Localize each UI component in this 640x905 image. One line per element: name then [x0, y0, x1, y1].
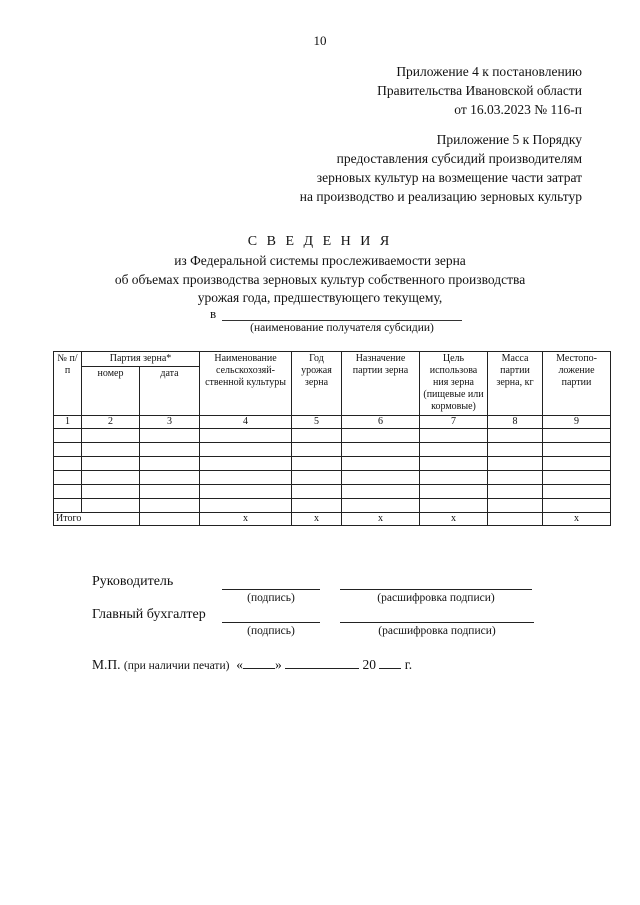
appendix-header [377, 62, 582, 119]
table-cell[interactable] [342, 485, 420, 499]
head-decode-field[interactable] [340, 589, 532, 590]
recipient-caption: (наименование получателя субсидии) [250, 322, 434, 334]
table-cell[interactable] [54, 429, 82, 443]
head-signature-field[interactable] [222, 589, 320, 590]
table-cell[interactable] [200, 429, 292, 443]
table-cell[interactable] [488, 499, 543, 513]
day-field[interactable] [243, 656, 275, 669]
total-cell: x [420, 513, 488, 526]
table-cell[interactable] [543, 485, 611, 499]
recipient-name-field[interactable] [222, 320, 462, 321]
table-cell[interactable] [543, 457, 611, 471]
table-cell[interactable] [54, 499, 82, 513]
table-cell[interactable] [342, 457, 420, 471]
table-cell[interactable] [543, 429, 611, 443]
header-cell-crop: Наименование сельскохозяй-ственной культуры [200, 352, 292, 416]
appendix-line: Приложение 4 к постановлению [396, 64, 582, 79]
table-cell[interactable] [292, 485, 342, 499]
table-cell[interactable] [342, 443, 420, 457]
appendix-line: Правительства Ивановской области [377, 83, 582, 98]
table-row [54, 429, 611, 443]
table-cell[interactable] [54, 443, 82, 457]
table-cell[interactable] [200, 457, 292, 471]
table-cell[interactable] [488, 429, 543, 443]
stamp-note: (при наличии печати) [123, 660, 230, 672]
table-cell[interactable] [200, 443, 292, 457]
accountant-label: Главный бухгалтер [92, 607, 206, 622]
header-cell-location: Местопо-ложение партии [543, 352, 611, 416]
total-cell: x [342, 513, 420, 526]
column-number: 9 [543, 416, 611, 429]
table-cell[interactable] [342, 471, 420, 485]
table-cell[interactable] [140, 443, 200, 457]
table-cell[interactable] [488, 471, 543, 485]
table-cell[interactable] [420, 429, 488, 443]
table-cell[interactable] [82, 443, 140, 457]
column-number: 8 [488, 416, 543, 429]
document-title: С В Е Д Е Н И Я [247, 234, 393, 249]
table-cell[interactable] [292, 457, 342, 471]
head-label: Руководитель [92, 574, 174, 589]
procedure-line: зерновых культур на возмещение части затрат [316, 170, 582, 185]
table-cell[interactable] [140, 457, 200, 471]
header-cell-purpose: Назначение партии зерна [342, 352, 420, 416]
table-cell[interactable] [140, 499, 200, 513]
header-cell-mass: Масса партии зерна, кг [488, 352, 543, 416]
grain-data-table [53, 351, 611, 526]
header-cell-batch: Партия зерна* [82, 352, 200, 367]
header-cell-batch-date: дата [140, 367, 200, 416]
table-cell[interactable] [543, 443, 611, 457]
column-number: 1 [54, 416, 82, 429]
total-label: Итого [54, 513, 140, 526]
table-cell[interactable] [342, 499, 420, 513]
table-row [54, 499, 611, 513]
table-row [54, 443, 611, 457]
head-sign-caption: (подпись) [247, 592, 295, 604]
accountant-decode-field[interactable] [340, 622, 534, 623]
table-cell[interactable] [420, 485, 488, 499]
table-cell[interactable] [488, 457, 543, 471]
table-cell[interactable] [82, 429, 140, 443]
column-number: 3 [140, 416, 200, 429]
table-cell[interactable] [82, 471, 140, 485]
table-cell[interactable] [420, 499, 488, 513]
total-row [54, 513, 611, 526]
table-cell[interactable] [200, 499, 292, 513]
table-header-row [54, 352, 611, 367]
table-cell[interactable] [54, 485, 82, 499]
table-cell[interactable] [140, 471, 200, 485]
table-cell[interactable] [140, 429, 200, 443]
column-number: 5 [292, 416, 342, 429]
year-field[interactable] [379, 656, 401, 669]
table-cell[interactable] [82, 499, 140, 513]
page-number: 10 [313, 33, 327, 48]
column-number: 6 [342, 416, 420, 429]
column-number-row [54, 416, 611, 429]
table-cell[interactable] [292, 499, 342, 513]
table-cell[interactable] [200, 485, 292, 499]
close-quote: » [274, 657, 282, 672]
table-cell[interactable] [488, 443, 543, 457]
table-cell[interactable] [54, 471, 82, 485]
table-cell[interactable] [292, 443, 342, 457]
header-cell-number: № п/п [54, 352, 82, 416]
accountant-signature-field[interactable] [222, 622, 320, 623]
table-cell[interactable] [200, 471, 292, 485]
column-number: 7 [420, 416, 488, 429]
procedure-line: Приложение 5 к Порядку [436, 132, 582, 147]
table-cell[interactable] [420, 457, 488, 471]
accountant-decode-caption: (расшифровка подписи) [378, 625, 496, 637]
total-cell [140, 513, 200, 526]
procedure-line: предоставления субсидий производителям [336, 151, 582, 166]
mp-label: М.П. [92, 657, 121, 672]
stamp-date-line [92, 656, 412, 673]
total-cell [488, 513, 543, 526]
accountant-sign-caption: (подпись) [247, 625, 295, 637]
table-row [54, 457, 611, 471]
table-cell[interactable] [82, 457, 140, 471]
header-cell-year: Год урожая зерна [292, 352, 342, 416]
in-prefix: в [210, 306, 217, 321]
subtitle-line: урожая года, предшествующего текущему, [197, 290, 443, 305]
head-decode-caption: (расшифровка подписи) [377, 592, 495, 604]
year-suffix: г. [404, 657, 413, 672]
document-subtitle [0, 252, 640, 308]
table-row [54, 471, 611, 485]
table-cell[interactable] [292, 471, 342, 485]
open-quote: « [236, 657, 243, 672]
header-cell-usage: Цель использова ния зерна (пищевые или кормовые) [420, 352, 488, 416]
table-cell[interactable] [543, 499, 611, 513]
total-cell: x [292, 513, 342, 526]
subtitle-line: из Федеральной системы прослеживаемости зерна [174, 253, 466, 268]
table-cell[interactable] [420, 443, 488, 457]
subtitle-line: об объемах производства зерновых культур собственного производства [114, 271, 526, 287]
total-cell: x [200, 513, 292, 526]
month-field[interactable] [285, 656, 359, 669]
table-cell[interactable] [543, 471, 611, 485]
procedure-line: на производство и реализацию зерновых культур [299, 189, 582, 204]
table-cell[interactable] [420, 471, 488, 485]
table-cell[interactable] [292, 429, 342, 443]
table-cell[interactable] [488, 485, 543, 499]
table-cell[interactable] [140, 485, 200, 499]
procedure-header [300, 130, 582, 206]
total-cell: x [543, 513, 611, 526]
column-number: 4 [200, 416, 292, 429]
year-prefix: 20 [362, 657, 376, 672]
header-cell-batch-number: номер [82, 367, 140, 416]
table-row [54, 485, 611, 499]
table-cell[interactable] [54, 457, 82, 471]
appendix-line: от 16.03.2023 № 116-п [454, 102, 582, 117]
table-cell[interactable] [82, 485, 140, 499]
column-number: 2 [82, 416, 140, 429]
table-cell[interactable] [342, 429, 420, 443]
